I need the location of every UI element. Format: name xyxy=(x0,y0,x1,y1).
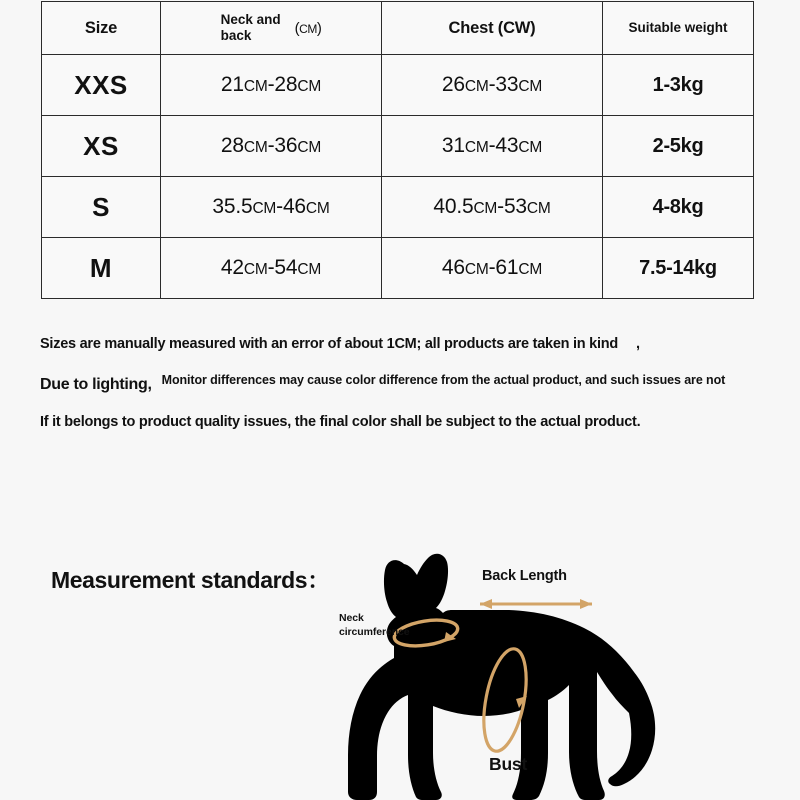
back-length-arrow-icon xyxy=(480,599,592,609)
size-chart-table-wrapper xyxy=(41,1,753,299)
cell-weight-value: 1-3kg xyxy=(652,73,704,96)
cell-neck-value: 35.5CM-46CM xyxy=(212,195,330,218)
header-label-neck-unit: (CM) xyxy=(294,19,322,37)
cell-chest-value: 40.5CM-53CM xyxy=(433,195,551,218)
cell-chest-value: 31CM-43CM xyxy=(441,134,543,157)
cell-neck-value: 21CM-28CM xyxy=(220,73,322,96)
note-quality: If it belongs to product quality issues, the final color shall be subject to the actual product. xyxy=(40,414,641,430)
table-row xyxy=(42,177,754,238)
cell-weight xyxy=(603,116,754,177)
note-measurement-tolerance xyxy=(40,336,770,352)
cell-neck xyxy=(161,238,382,299)
cell-neck xyxy=(161,177,382,238)
table-row xyxy=(42,116,754,177)
note-line1-trailing-comma: , xyxy=(636,336,640,352)
label-neck-circumference xyxy=(339,612,410,639)
cell-weight-value: 2-5kg xyxy=(652,134,704,157)
cell-neck xyxy=(161,116,382,177)
cell-weight-value: 7.5-14kg xyxy=(639,256,717,279)
note-lighting-detail: Monitor differences may cause color difference from the actual product, and such issues are not xyxy=(161,373,726,387)
table-row xyxy=(42,238,754,299)
label-bust: Bust xyxy=(489,754,528,774)
cell-chest xyxy=(382,238,603,299)
header-label-neck-line1: Neck and xyxy=(220,12,281,28)
header-label-weight: Suitable weight xyxy=(628,20,728,35)
cell-weight xyxy=(603,238,754,299)
cell-neck-value: 42CM-54CM xyxy=(220,256,322,279)
header-cell-size xyxy=(42,2,161,55)
header-label-neck-line2: back xyxy=(220,28,252,43)
cell-size-value: XS xyxy=(83,130,119,161)
cell-weight xyxy=(603,55,754,116)
cell-size-value: M xyxy=(89,252,113,283)
cell-size xyxy=(42,238,161,299)
disclaimer-notes xyxy=(40,336,770,430)
cell-size-value: S xyxy=(92,191,110,222)
note-lighting xyxy=(40,373,770,394)
cell-weight xyxy=(603,177,754,238)
size-chart-table xyxy=(41,1,754,299)
cell-weight-value: 4-8kg xyxy=(652,195,704,218)
cell-neck xyxy=(161,55,382,116)
cell-size xyxy=(42,177,161,238)
measurement-standards-title: Measurement standards： xyxy=(51,567,330,593)
cell-size xyxy=(42,116,161,177)
cell-chest-value: 26CM-33CM xyxy=(441,73,543,96)
label-neck-line1: Neck xyxy=(339,612,364,624)
header-cell-weight xyxy=(603,2,754,55)
header-cell-neck-and-back xyxy=(161,2,382,55)
cell-chest-value: 46CM-61CM xyxy=(441,256,543,279)
cell-chest xyxy=(382,55,603,116)
note-lighting-lead: Due to lighting, xyxy=(40,376,152,393)
cell-size-value: XXS xyxy=(74,69,128,100)
table-header-row xyxy=(42,2,754,55)
cell-chest xyxy=(382,116,603,177)
table-row xyxy=(42,55,754,116)
cell-chest xyxy=(382,177,603,238)
header-cell-chest xyxy=(382,2,603,55)
cell-size xyxy=(42,55,161,116)
label-neck-line2: circumference xyxy=(339,625,410,638)
header-label-size: Size xyxy=(84,18,118,37)
header-label-neck-and-back xyxy=(221,12,281,43)
note-line1-text: Sizes are manually measured with an error of about 1CM; all products are taken in kind xyxy=(40,336,618,352)
header-label-chest: Chest (CW) xyxy=(448,18,536,37)
label-back-length: Back Length xyxy=(482,568,567,584)
measurement-diagram xyxy=(0,520,800,800)
cell-neck-value: 28CM-36CM xyxy=(220,134,322,157)
